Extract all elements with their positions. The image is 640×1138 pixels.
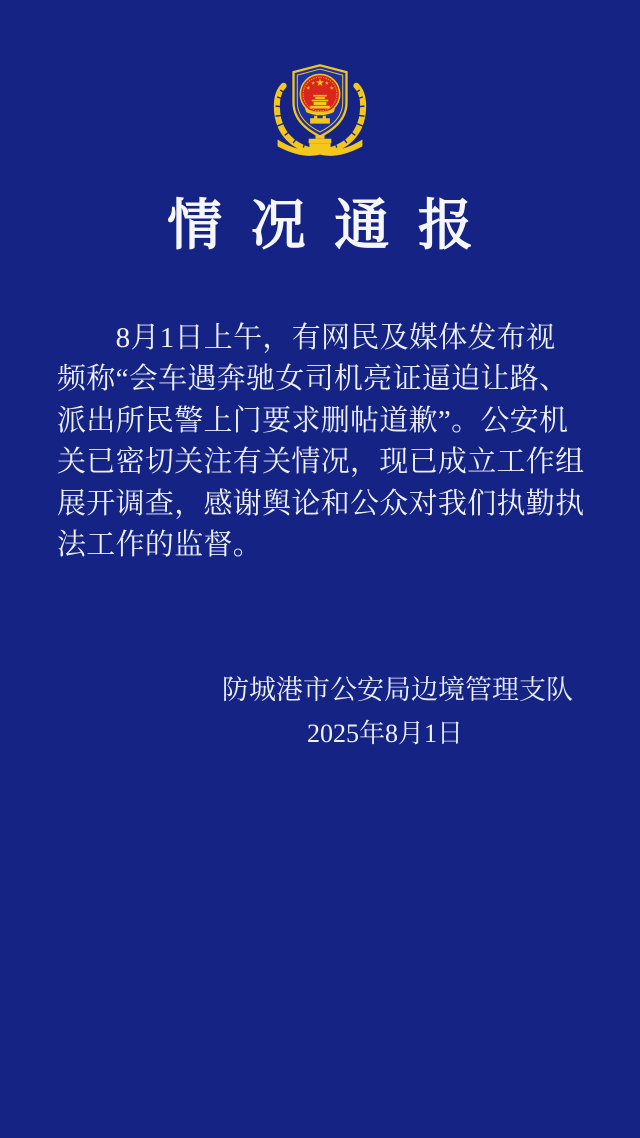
body-line-4: 关已密切关注有关情况，现已成立工作组 bbox=[57, 446, 585, 479]
body-line-5: 展开调查，感谢舆论和公众对我们执勤执 bbox=[57, 487, 585, 520]
notice-body bbox=[57, 318, 589, 566]
body-line-6: 法工作的监督。 bbox=[57, 529, 263, 562]
signature-block bbox=[0, 670, 640, 754]
body-line-3: 派出所民警上门要求删帖道歉”。公安机 bbox=[57, 404, 569, 437]
body-line-2: 频称“会车遇奔驰女司机亮证逼迫让路、 bbox=[57, 363, 569, 396]
issuing-agency: 防城港市公安局边境管理支队 bbox=[222, 675, 573, 705]
body-line-1: 8月1日上午，有网民及媒体发布视 bbox=[57, 322, 556, 354]
police-badge-icon bbox=[267, 63, 373, 163]
notice-title: 情况通报 bbox=[167, 195, 502, 256]
issue-date: 2025年8月1日 bbox=[306, 719, 463, 748]
